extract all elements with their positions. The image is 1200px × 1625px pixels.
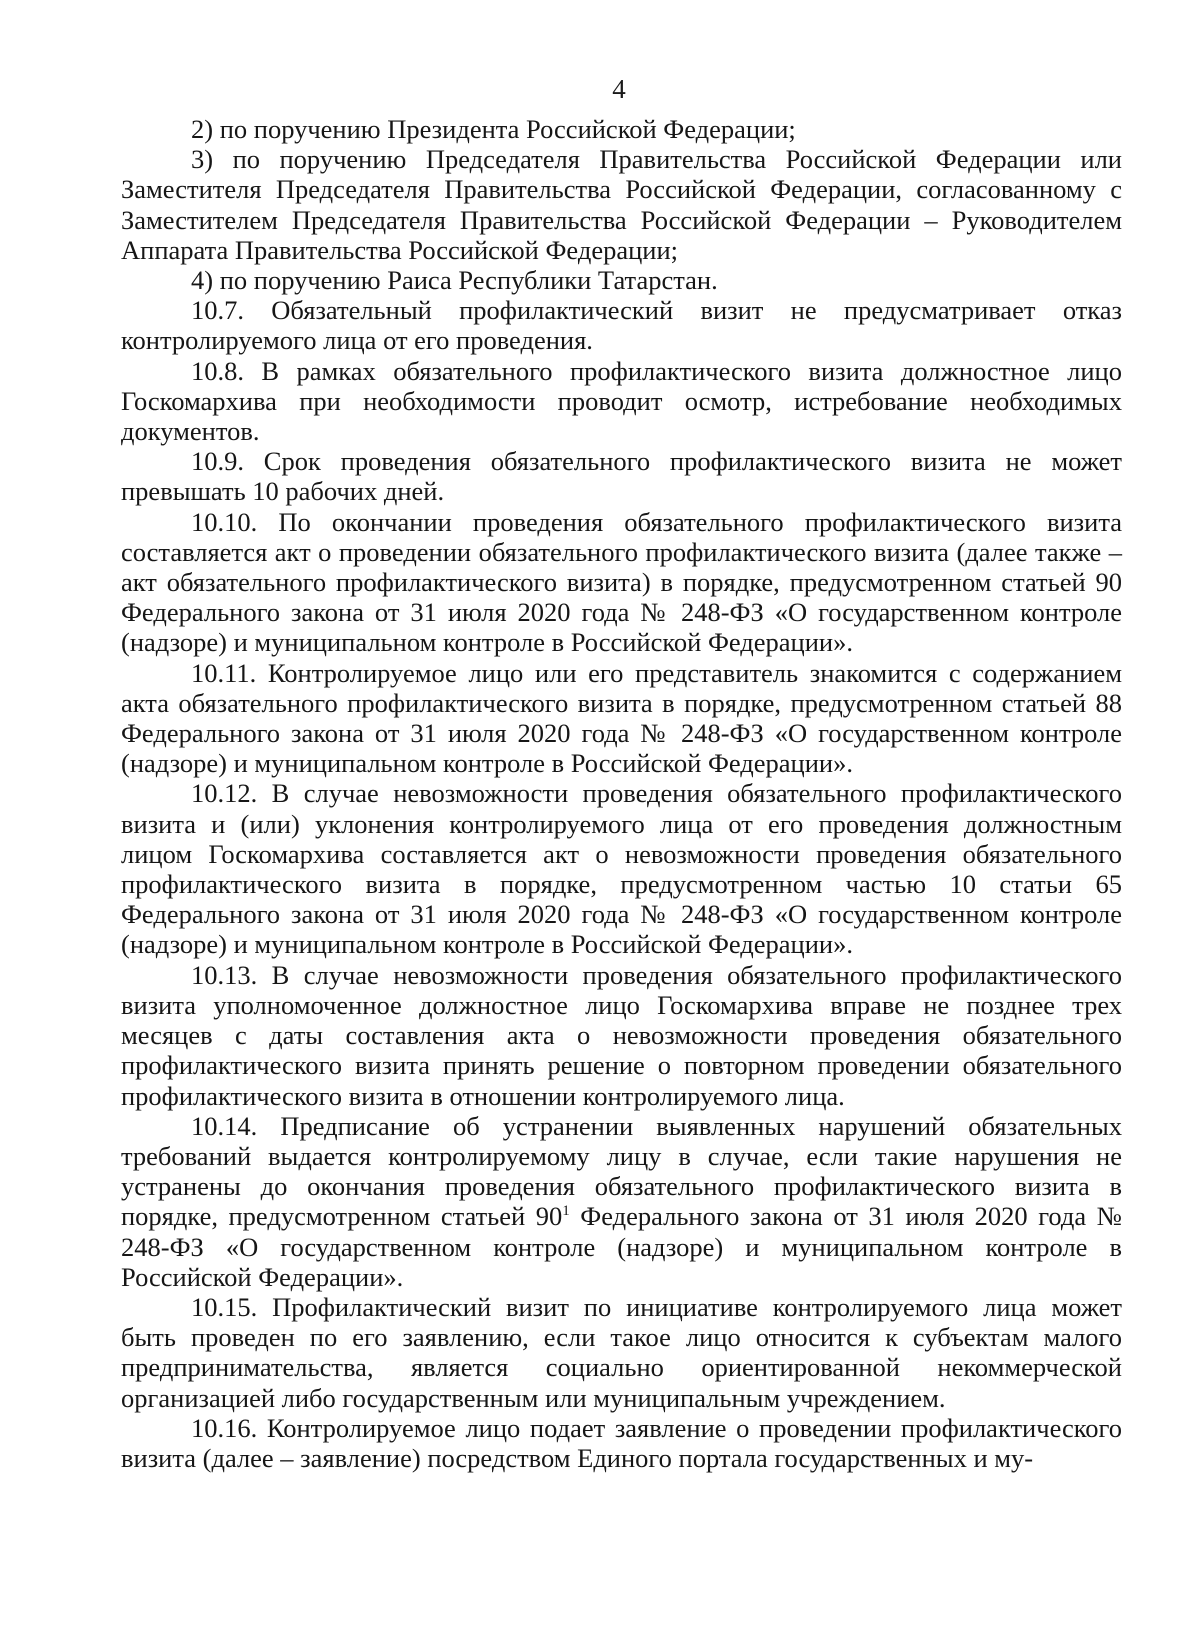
paragraph-10-7: 10.7. Обязательный профилактический визит не предусматривает отказ контролируемого лица от его проведения. bbox=[121, 295, 1122, 356]
page-number: 4 bbox=[612, 74, 626, 104]
paragraph-10-15: 10.15. Профилактический визит по инициативе контролируемого лица может быть проведен по его заявлению, если такое лицо относится к субъектам малого предпринимательства, является социально ориентированной некоммерческой организацией либо государственным или муниципальным учреждением. bbox=[121, 1291, 1122, 1413]
paragraph-10-8: 10.8. В рамках обязательного профилактического визита должностное лицо Госкомархива при необходимости проводит осмотр, истребование необходимых документов. bbox=[121, 355, 1122, 447]
paragraph-10-9: 10.9. Срок проведения обязательного профилактического визита не может превышать 10 рабочих дней. bbox=[121, 446, 1122, 507]
paragraph-item-2: 2) по поручению Президента Российской Федерации; bbox=[191, 114, 796, 144]
paragraph-item-4: 4) по поручению Раиса Республики Татарстан. bbox=[191, 265, 718, 296]
paragraph-item-3: 3) по поручению Председателя Правительства Российской Федерации или Заместителя Председателя Правительства Российской Федерации, согласованному с Заместителем Председателя Правительства Российской Федерации – Руководителем Аппарата Правительства Российской Федерации; bbox=[121, 144, 1122, 265]
paragraph-10-14-after: Федерального закона от 31 июля 2020 года № 248-ФЗ «О государственном контроле (надзоре) и муниципальном контроле в Российской Федерации». bbox=[121, 1201, 1122, 1292]
paragraph-10-14-before: 10.14. Предписание об устранении выявленных нарушений обязательных требований выдается контролируемому лицу в случае, если такие нарушения не устранены до окончания проведения обязательного профилактического визита в порядке, предусмотренном статьей 90 bbox=[121, 1110, 1122, 1232]
article-superscript: 1 bbox=[562, 1203, 570, 1220]
paragraph-10-13: 10.13. В случае невозможности проведения обязательного профилактического визита уполномоченное должностное лицо Госкомархива вправе не позднее трех месяцев с даты составления акта о невозможности проведения обязательного профилактического визита принять решение о повторном проведении обязательного профилактического визита в отношении контролируемого лица. bbox=[121, 959, 1122, 1111]
paragraph-10-11: 10.11. Контролируемое лицо или его представитель знакомится с содержанием акта обязательного профилактического визита в порядке, предусмотренном статьей 88 Федерального закона от 31 июля 2020 года № 248-ФЗ «О государственном контроле (надзоре) и муниципальном контроле в Российской Федерации». bbox=[121, 657, 1122, 779]
document-body bbox=[121, 114, 1122, 1473]
paragraph-10-12: 10.12. В случае невозможности проведения обязательного профилактического визита и (или) уклонения контролируемого лица от его проведения должностным лицом Госкомархива составляется акт о невозможности проведения обязательного профилактического визита в порядке, предусмотренном частью 10 статьи 65 Федерального закона от 31 июля 2020 года № 248-ФЗ «О государственном контроле (надзоре) и муниципальном контроле в Российской Федерации». bbox=[121, 778, 1122, 960]
paragraph-10-14 bbox=[121, 1111, 1122, 1292]
paragraph-10-10: 10.10. По окончании проведения обязательного профилактического визита составляется акт о проведении обязательного профилактического визита (далее также – акт обязательного профилактического визита) в порядке, предусмотренном статьей 90 Федерального закона от 31 июля 2020 года № 248-ФЗ «О государственном контроле (надзоре) и муниципальном контроле в Российской Федерации». bbox=[121, 506, 1122, 658]
paragraph-10-16: 10.16. Контролируемое лицо подает заявление о проведении профилактического визита (далее – заявление) посредством Единого портала государственных и му- bbox=[121, 1412, 1122, 1473]
